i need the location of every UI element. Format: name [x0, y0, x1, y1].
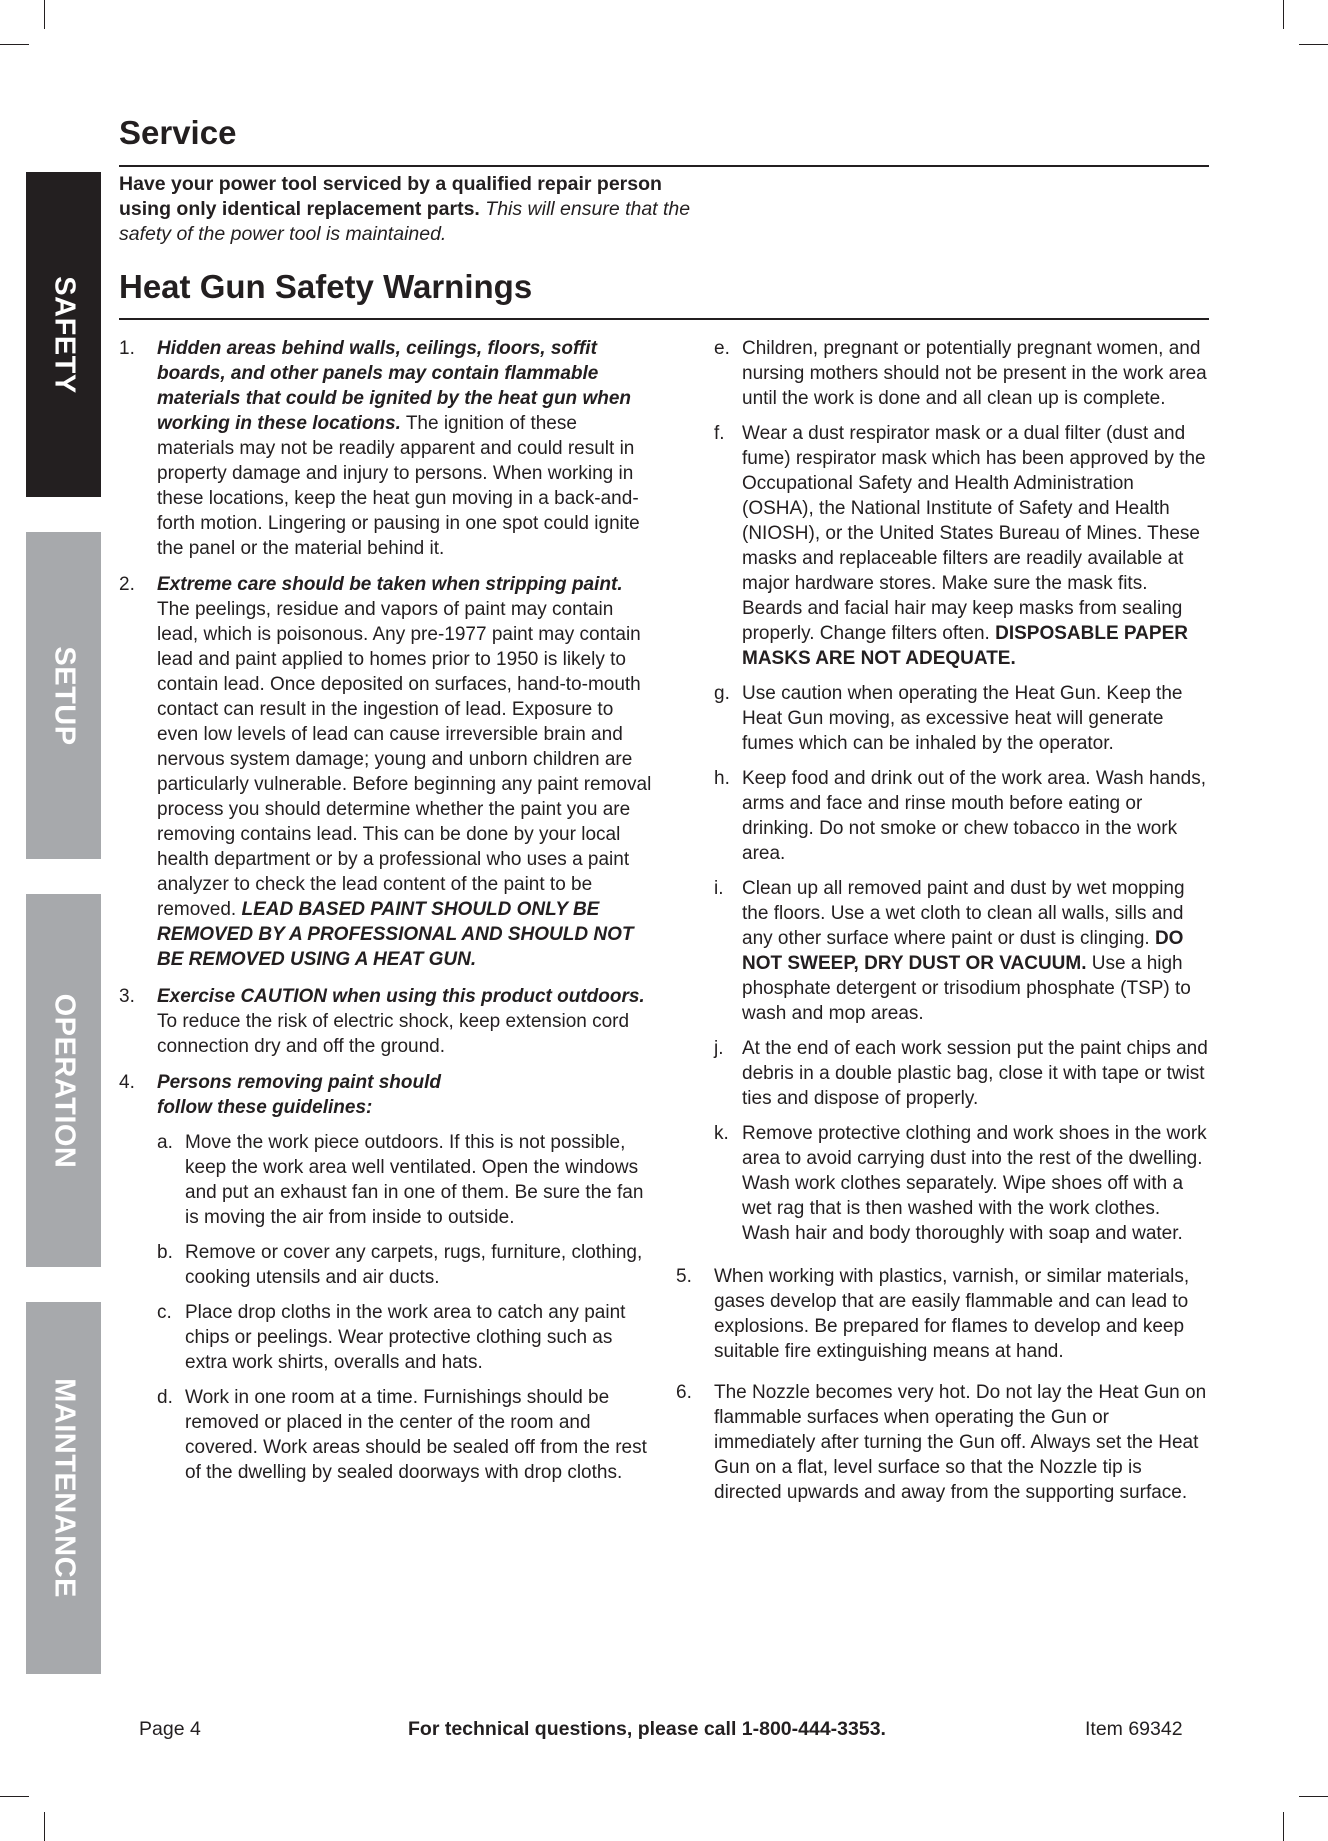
crop-mark [1283, 1812, 1284, 1841]
section-rule [119, 165, 1209, 167]
item-number: 6. [676, 1382, 692, 1403]
section-rule [119, 318, 1209, 320]
item-text: The peelings, residue and vapors of paint may contain lead, which is poisonous. Any pre-1977 paint may contain lead and paint applied to homes prior to 1950 is likely to contain lead. Once deposited on surfaces, hand-to-mouth contact can result in the ingestion of lead. Exposure to even low levels of lead can cause irreversible brain and nervous system damage; young and unborn children are particularly vulnerable. Before beginning any paint removal process you should determine whether the paint you are removing contains lead. This can be done by your local health department or by a professional who uses a paint analyzer to check the lead content of the paint to be removed. [157, 599, 652, 920]
sub-text: Keep food and drink out of the work area. Wash hands, arms and face and rinse mouth before eating or drinking. Do not smoke or chew tobacco in the work area. [742, 768, 1207, 864]
item-number: 1. [119, 338, 135, 359]
sub-letter: i. [714, 878, 724, 899]
sub-text: Clean up all removed paint and dust by wet mopping the floors. Use a wet cloth to clean all walls, sills and any other surface where paint or dust is clinging. [742, 878, 1185, 949]
warning-item [119, 336, 657, 561]
sub-text: Place drop cloths in the work area to catch any paint chips or peelings. Wear protective clothing such as extra work shirts, overalls and hats. [185, 1302, 626, 1373]
item-bold: Exercise CAUTION when using this product outdoors. [157, 986, 645, 1007]
crop-mark [0, 1796, 29, 1797]
side-tab-setup[interactable] [26, 532, 101, 859]
item-text: To reduce the risk of electric shock, keep extension cord connection dry and off the ground. [157, 1011, 630, 1057]
sub-bold: DISPOSABLE PAPER MASKS ARE NOT ADEQUATE. [742, 623, 1188, 669]
sub-letter: g. [714, 683, 730, 704]
sub-item [714, 766, 1209, 866]
sub-text: Children, pregnant or potentially pregnant women, and nursing mothers should not be present in the work area until the work is done and all clean up is complete. [742, 338, 1207, 409]
sub-item [157, 1130, 657, 1230]
sub-item [714, 1121, 1209, 1246]
sub-text: Work in one room at a time. Furnishings should be removed or placed in the center of the room and covered. Work areas should be sealed off from the rest of the dwelling by sealed doorways with drop cloths. [185, 1387, 647, 1483]
sub-letter: j. [714, 1038, 724, 1059]
side-tab-operation[interactable] [26, 894, 101, 1267]
technical-support: For technical questions, please call 1-800-444-3353. [408, 1718, 886, 1740]
sub-item [714, 421, 1209, 671]
sub-text: Remove protective clothing and work shoes in the work area to avoid carrying dust into the rest of the dwelling. Wash work clothes separately. Wipe shoes off with a wet rag that is then washed with the work clothes. Wash hair and body thoroughly with soap and water. [742, 1123, 1207, 1244]
sub-text: Move the work piece outdoors. If this is not possible, keep the work area well ventilated. Open the windows and put an exhaust fan in one of them. Be sure the fan is moving the air from inside to outside. [185, 1132, 644, 1228]
sub-letter: c. [157, 1302, 172, 1323]
sub-item [714, 876, 1209, 1026]
item-number: 2. [119, 574, 135, 595]
sub-letter: a. [157, 1132, 173, 1153]
crop-mark [1299, 1796, 1328, 1797]
warning-item [676, 1264, 1209, 1364]
item-number: 5. [676, 1266, 692, 1287]
sub-letter: f. [714, 423, 725, 444]
crop-mark [1299, 44, 1328, 45]
service-bold-text: Have your power tool serviced by a qualified repair person using only identical replacement parts. [119, 173, 662, 220]
item-number: 4. [119, 1072, 135, 1093]
sub-item [714, 336, 1209, 411]
sub-text-end: Use a high phosphate detergent or trisodium phosphate (TSP) to wash and mop areas. [742, 953, 1191, 1024]
sub-letter: k. [714, 1123, 729, 1144]
sub-text: Wear a dust respirator mask or a dual filter (dust and fume) respirator mask which has been approved by the Occupational Safety and Health Administration (OSHA), the National Institute of Safety and Health (NIOSH), or the United States Bureau of Mines. These masks and replaceable filters are readily available at major hardware stores. Make sure the mask fits. Beards and facial hair may keep masks from sealing properly. Change filters often. [742, 423, 1206, 644]
crop-mark [0, 44, 29, 45]
side-tab-label: SETUP [48, 645, 80, 746]
item-text: When working with plastics, varnish, or similar materials, gases develop that are easily flammable and can lead to explosions. Be prepared for flames to develop and keep suitable fire extinguishing means at hand. [714, 1266, 1190, 1362]
service-text [119, 172, 719, 247]
sub-item [714, 681, 1209, 756]
crop-mark [1283, 0, 1284, 29]
item-number: 3. [119, 986, 135, 1007]
sub-item [157, 1385, 657, 1485]
item-text: The Nozzle becomes very hot. Do not lay the Heat Gun on flammable surfaces when operating the Gun or immediately after turning the Gun off. Always set the Heat Gun on a flat, level surface so that the Nozzle tip is directed upwards and away from the supporting surface. [714, 1382, 1207, 1503]
sub-list [157, 1130, 657, 1485]
side-tab-safety[interactable] [26, 172, 101, 497]
item-number: Item 69342 [1085, 1718, 1183, 1740]
item-bold-end: LEAD BASED PAINT SHOULD ONLY BE REMOVED BY A PROFESSIONAL AND SHOULD NOT BE REMOVED USING A HEAT GUN. [157, 899, 634, 970]
sub-item [157, 1240, 657, 1290]
crop-mark [44, 1812, 45, 1841]
warning-item [119, 1070, 657, 1485]
sub-item [714, 1036, 1209, 1111]
service-heading: Service [119, 114, 237, 151]
sub-text: Use caution when operating the Heat Gun. Keep the Heat Gun moving, as excessive heat will generate fumes which can be inhaled by the operator. [742, 683, 1183, 754]
warning-item [119, 572, 657, 972]
sub-letter: b. [157, 1242, 173, 1263]
sub-list-continued [676, 336, 1209, 1246]
item-bold: Hidden areas behind walls, ceilings, floors, soffit boards, and other panels may contain flammable materials that could be ignited by the heat gun when working in these locations. [157, 338, 631, 434]
sub-bold: DO NOT SWEEP, DRY DUST OR VACUUM. [742, 928, 1184, 974]
side-tab-label: MAINTENANCE [48, 1378, 80, 1598]
page-number: Page 4 [139, 1718, 201, 1740]
sub-letter: h. [714, 768, 730, 789]
left-column [119, 336, 657, 1496]
sub-item [157, 1300, 657, 1375]
service-italic-text: This will ensure that the safety of the power tool is maintained. [119, 198, 691, 245]
sub-text: Remove or cover any carpets, rugs, furniture, clothing, cooking utensils and air ducts. [185, 1242, 643, 1288]
warnings-heading: Heat Gun Safety Warnings [119, 268, 533, 305]
side-tab-label: SAFETY [48, 275, 80, 394]
right-column [676, 336, 1209, 1516]
crop-mark [44, 0, 45, 29]
sub-text: At the end of each work session put the paint chips and debris in a double plastic bag, close it with tape or twist ties and dispose of properly. [742, 1038, 1208, 1109]
item-text: The ignition of these materials may not be readily apparent and could result in property damage and injury to persons. When working in these locations, keep the heat gun moving in a back-and-forth motion. Lingering or pausing in one spot could ignite the panel or the material behind it. [157, 413, 640, 559]
sub-letter: d. [157, 1387, 173, 1408]
item-bold: Persons removing paint should follow these guidelines: [157, 1072, 441, 1118]
item-bold: Extreme care should be taken when stripping paint. [157, 574, 623, 595]
warning-item [676, 1380, 1209, 1505]
sub-letter: e. [714, 338, 730, 359]
side-tab-label: OPERATION [48, 993, 80, 1168]
warning-item [119, 984, 657, 1059]
side-tab-maintenance[interactable] [26, 1302, 101, 1674]
